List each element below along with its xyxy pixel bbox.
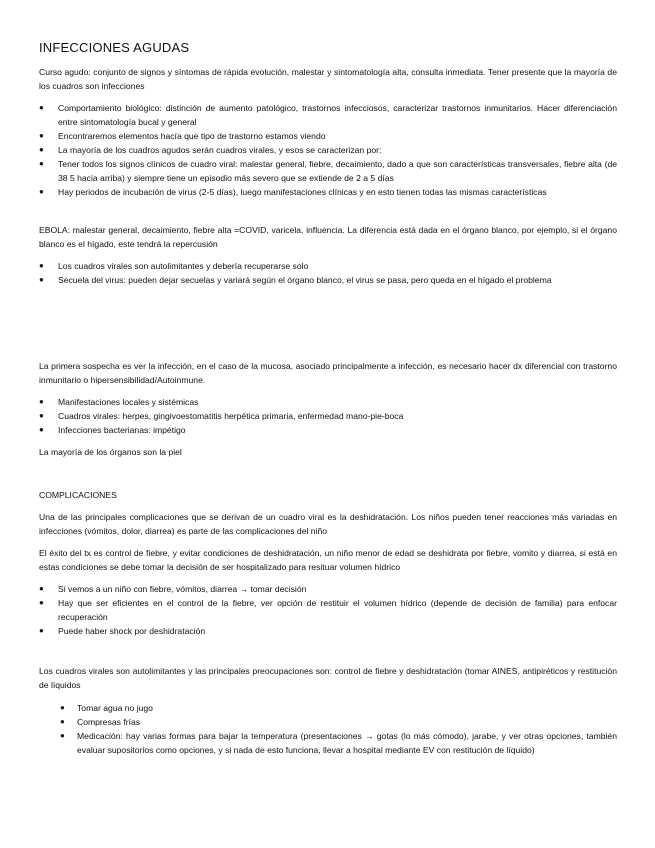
bullet-icon: ● (39, 131, 44, 140)
list-item (39, 101, 617, 129)
list-item-text: Infecciones bacterianas: impétigo (58, 425, 186, 435)
bullet-icon: ● (39, 145, 44, 154)
list-item-text: Hay que ser eficientes en el control de la fiebre, ver opción de restituir el volumen hídrico (depende de decisión de familia) para enfocar recuperación (58, 598, 617, 622)
bullet-list-3 (39, 395, 617, 437)
bullet-list-2 (39, 259, 617, 287)
list-item (39, 596, 617, 624)
list-item (39, 423, 617, 437)
complicaciones-heading: COMPLICACIONES (39, 490, 117, 500)
list-item-text: Tener todos los signos clínicos de cuadro viral: malestar general, fiebre, decaimiento, dado a que son características transversales, fiebre alta (de 38 5 hacia arriba) y siempre tiene un episodio más severo que se extiende de 2 a 5 días (58, 159, 617, 183)
bullet-list-5 (39, 701, 617, 757)
final-paragraph: Los cuadros virales son autolimitantes y las principales preocupaciones son: control de fiebre y deshidratación (tomar AINES, antipiréticos y restitución de líquidos (39, 666, 617, 690)
bullet-icon: ● (39, 275, 44, 284)
bullet-icon: ● (39, 103, 44, 112)
bullet-icon: ● (39, 598, 44, 607)
list-item (39, 259, 617, 273)
list-item-text: Los cuadros virales son autolimitantes y debería recuperarse solo (58, 261, 309, 271)
list-item-text: Encontraremos elementos hacía que tipo de trastorno estamos viendo (58, 131, 326, 141)
bullet-icon: ● (39, 425, 44, 434)
list-item (39, 273, 617, 287)
list-item-text: Secuela del virus: pueden dejar secuelas y variará según el órgano blanco, el virus se pasa, pero queda en el hígado el problema (58, 275, 552, 285)
list-item (39, 409, 617, 423)
list-item-text: Hay periodos de incubación de virus (2-5 días), luego manifestaciones clínicas y en esto tienen todas las mismas características (58, 187, 547, 197)
list-item (39, 624, 617, 638)
bullet-list-4 (39, 582, 617, 638)
list-item (39, 185, 617, 199)
piel-line: La mayoría de los órganos son la piel (39, 447, 182, 457)
list-item (39, 157, 617, 185)
list-item-text: Puede haber shock por deshidratación (58, 626, 206, 636)
list-item-text: Si vemos a un niño con fiebre, vómitos, diarrea → tomar decisión (58, 584, 307, 594)
list-item-text: Medicación: hay varias formas para bajar la temperatura (presentaciones → gotas (lo más cómodo), jarabe, y ver otras opciones, también evaluar supositorios como opciones, y si nada de esto funciona, llevar a hospital mediante EV con restitución de líquido) (77, 731, 617, 755)
bullet-icon: ● (39, 584, 44, 593)
complicaciones-paragraph-1: Una de las principales complicaciones que se derivan de un cuadro viral es la deshidratación. Los niños pueden tener reacciones más variadas en infecciones (vómitos, dolor, diarrea) es parte de las complicaciones del niño (39, 512, 617, 536)
mucosa-paragraph: La primera sospecha es ver la infección, en el caso de la mucosa, asociado principalmente a infección, es necesario hacer dx diferencial con trastorno inmunitario o hipersensibilidad/Autoinmune. (39, 361, 617, 385)
bullet-icon: ● (39, 626, 44, 635)
list-item-text: Compresas frías (77, 717, 141, 727)
list-item-text: Comportamiento biológico: distinción de aumento patológico, trastornos infecciosos, caracterizar trastornos inmunitarios. Hacer diferenciación entre sintomatología bucal y general (58, 103, 617, 127)
bullet-icon: ● (60, 731, 65, 740)
ebola-paragraph: EBOLA: malestar general, decaimiento, fiebre alta =COVID, varicela, influencia. La diferencia está dada en el órgano blanco, por ejemplo, si el órgano blanco es el hígado, este tendrá la repercusión (39, 225, 617, 249)
intro-paragraph: Curso agudo: conjunto de signos y síntomas de rápida evolución, malestar y sintomatología alta, consulta inmediata. Tener presente que la mayoría de los cuadros son infecciones (39, 67, 617, 91)
list-item-text: La mayoría de los cuadros agudos serán cuadros virales, y esos se caracterizan por: (58, 145, 382, 155)
list-item-text: Cuadros virales: herpes, gingivoestomatitis herpética primaria, enfermedad mano-pie-boca (58, 411, 404, 421)
list-item (39, 129, 617, 143)
complicaciones-paragraph-2: El éxito del tx es control de fiebre, y evitar condiciones de deshidratación, un niño menor de edad se deshidrata por fiebre, vomito y diarrea, si está en estas condiciones se debe tomar la decisión de ser hospitalizado para resituar volumen hídrico (39, 548, 617, 572)
document-page (39, 40, 617, 757)
bullet-icon: ● (39, 159, 44, 168)
bullet-icon: ● (60, 717, 65, 726)
document-title: INFECCIONES AGUDAS (39, 40, 190, 55)
list-item (39, 582, 617, 596)
list-item (39, 701, 617, 715)
list-item-text: Tomar agua no jugo (77, 703, 153, 713)
list-item (39, 729, 617, 757)
bullet-icon: ● (39, 187, 44, 196)
bullet-icon: ● (39, 411, 44, 420)
bullet-icon: ● (39, 397, 44, 406)
bullet-icon: ● (60, 703, 65, 712)
list-item (39, 715, 617, 729)
list-item (39, 143, 617, 157)
bullet-list-1 (39, 101, 617, 199)
list-item-text: Manifestaciones locales y sistémicas (58, 397, 199, 407)
bullet-icon: ● (39, 261, 44, 270)
list-item (39, 395, 617, 409)
